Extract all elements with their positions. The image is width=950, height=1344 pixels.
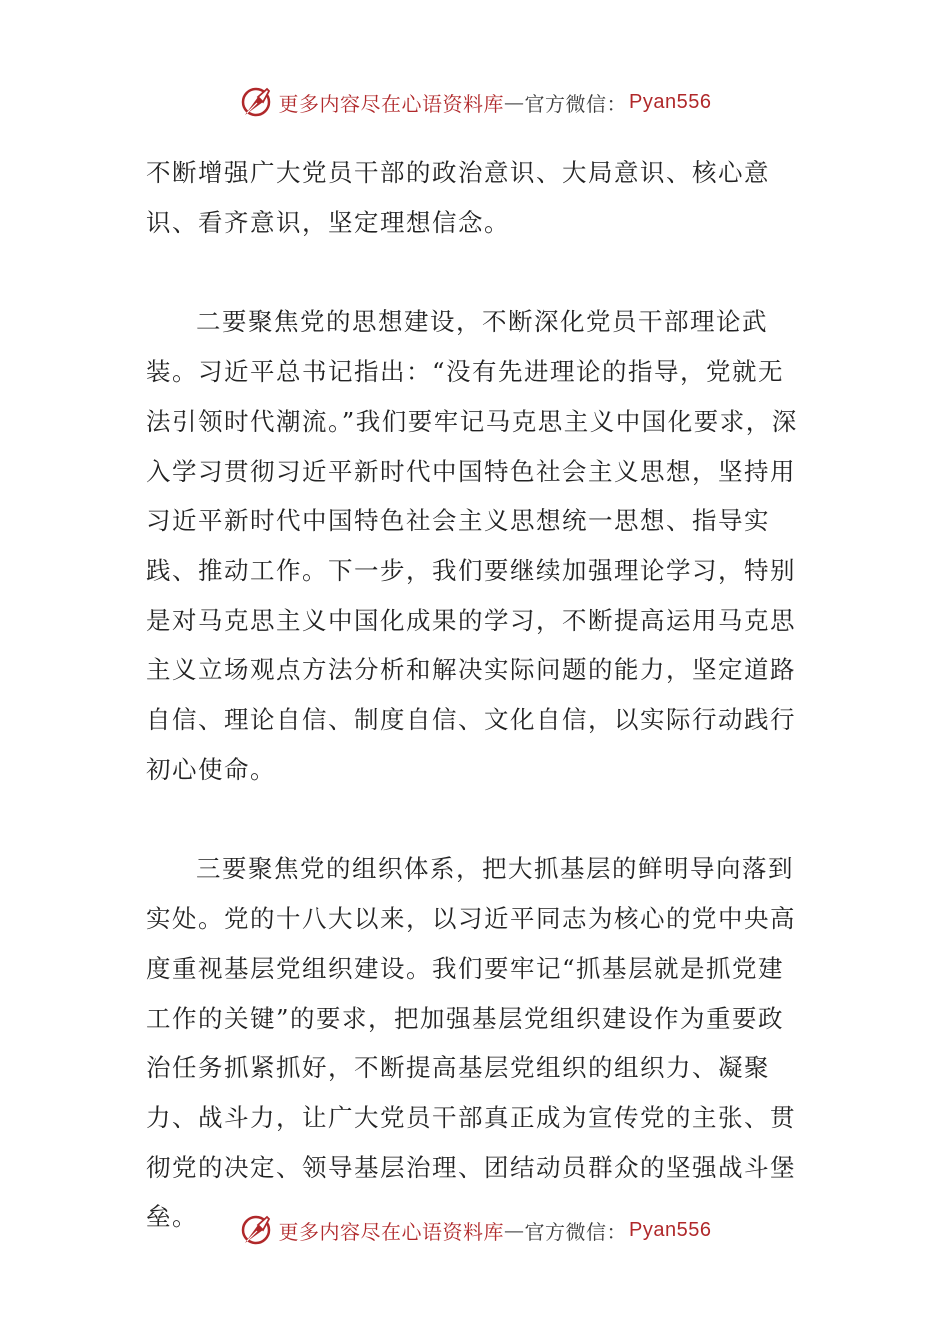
pen-nib-logo-icon xyxy=(239,1213,273,1247)
pen-nib-logo-icon xyxy=(239,85,273,119)
footer-wechat-label: 官方微信： xyxy=(524,1219,628,1244)
paragraph-ideological-building: 二要聚焦党的思想建设，不断深化党员干部理论武装。习近平总书记指出：“没有先进理论的指导，党就无法引领时代潮流。”我们要牢记马克思主义中国化要求，深入学习贯彻习近平新时代中国特色社会主义思想，坚持用习近平新时代中国特色社会主义思想统一思想、指导实践、推动工作。下一步，我们要继续加强理论学习，特别是对马克思主义中国化成果的学习，不断提高运用马克思主义立场观点方法分析和解决实际问题的能力，坚定道路自信、理论自信、制度自信、文化自信，以实际行动践行初心使命。 xyxy=(146,307,798,784)
header-banner xyxy=(0,82,950,122)
footer-site-name: 更多内容尽在心语资料库 xyxy=(278,1219,505,1244)
document-body xyxy=(146,148,806,1242)
footer-dash: — xyxy=(504,1218,525,1242)
header-dash: — xyxy=(504,90,525,114)
header-wechat-id: Pyan556 xyxy=(629,90,712,113)
footer-wechat-id: Pyan556 xyxy=(629,1218,712,1241)
paragraph-gap xyxy=(146,247,806,297)
footer-banner xyxy=(0,1210,950,1250)
paragraph-organizational-system: 三要聚焦党的组织体系，把大抓基层的鲜明导向落到实处。党的十八大以来，以习近平同志为核心的党中央高度重视基层党组织建设。我们要牢记“抓基层就是抓党建工作的关键”的要求，把加强基层党组织建设作为重要政治任务抓紧抓好，不断提高基层党组织的组织力、凝聚力、战斗力，让广大党员干部真正成为宣传党的主张、贯彻党的决定、领导基层治理、团结动员群众的坚强战斗堡垒。 xyxy=(146,854,796,1232)
paragraph-gap xyxy=(146,794,806,844)
paragraph-continued: 不断增强广大党员干部的政治意识、大局意识、核心意识、看齐意识，坚定理想信念。 xyxy=(146,158,770,237)
header-wechat-label: 官方微信： xyxy=(524,91,628,116)
header-site-name: 更多内容尽在心语资料库 xyxy=(278,91,505,116)
